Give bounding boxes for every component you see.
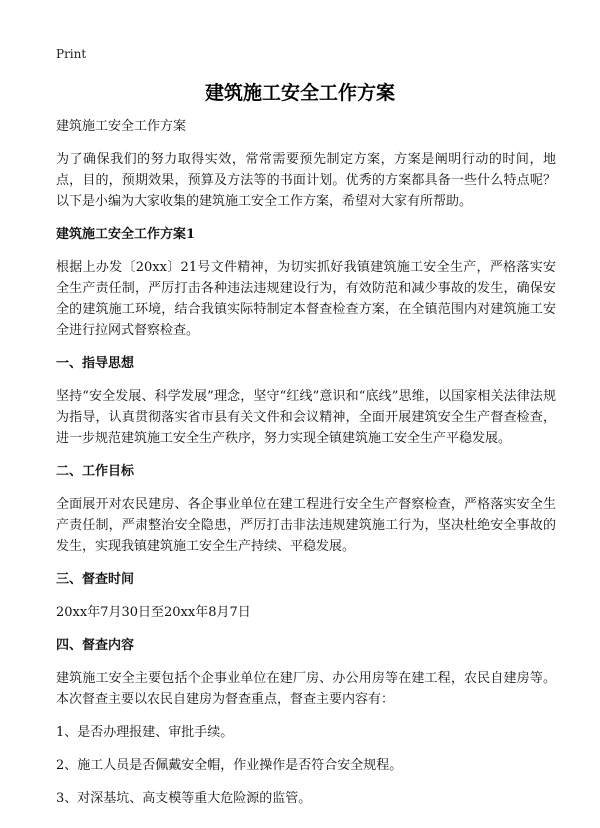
document-title: 建筑施工安全工作方案	[204, 82, 395, 104]
section-heading-inspection-time: 三、督查时间	[56, 572, 135, 587]
section-heading-inspection-content: 四、督查内容	[56, 638, 135, 653]
section-paragraph-work-goal: 全面展开对农民建房、各企事业单位在建工程进行安全生产督察检查，严格落实安全生产责任制，严肃整治安全隐患，严厉打击非法违规建筑施工行为，坚决杜绝安全事故的发生，实现我镇建筑施工安全生产持续、平稳发展。	[56, 497, 556, 554]
section-paragraph-guiding-thought: 坚持“安全发展、科学发展”理念，坚守“红线”意识和“底线”思维，以国家相关法律法规为指导，认真贯彻落实省市县有关文件和会议精神，全面开展建筑安全生产督查检查，进一步规范建筑施工安全生产秩序，努力实现全镇建筑施工安全生产平稳发展。	[56, 389, 556, 446]
list-item: 3、对深基坑、高支模等重大危险源的监管。	[56, 791, 312, 806]
document-body	[56, 116, 556, 821]
list-item: 2、施工人员是否佩戴安全帽，作业操作是否符合安全规程。	[56, 758, 403, 773]
plan1-paragraph: 根据上办发〔20xx〕21号文件精神，为切实抓好我镇建筑施工安全生产，严格落实安全生产责任制，严厉打击各种违法违规建设行为，有效防范和减少事故的发生，确保安全的建筑施工环境，结合我镇实际特制定本督查检查方案，在全镇范围内对建筑施工安全进行拉网式督察检查。	[56, 260, 556, 338]
section-paragraph-inspection-time: 20xx年7月30日至20xx年8月7日	[56, 605, 251, 620]
section-heading-work-goal: 二、工作目标	[56, 464, 135, 479]
intro-paragraph: 为了确保我们的努力取得实效，常常需要预先制定方案，方案是阐明行动的时间，地点，目的，预期效果，预算及方法等的书面计划。优秀的方案都具备一些什么特点呢？以下是小编为大家收集的建筑施工安全工作方案，希望对大家有所帮助。	[56, 152, 556, 209]
section-heading-guiding-thought: 一、指导思想	[56, 356, 135, 371]
section-paragraph-inspection-content: 建筑施工安全主要包括个企事业单位在建厂房、办公用房等在建工程，农民自建房等。本次督查主要以农民自建房为督查重点，督查主要内容有：	[56, 671, 556, 707]
plan1-heading: 建筑施工安全工作方案1	[56, 227, 196, 242]
print-label[interactable]: Print	[56, 47, 87, 61]
list-item: 1、是否办理报建、审批手续。	[56, 725, 234, 740]
document-subtitle: 建筑施工安全工作方案	[56, 119, 187, 134]
